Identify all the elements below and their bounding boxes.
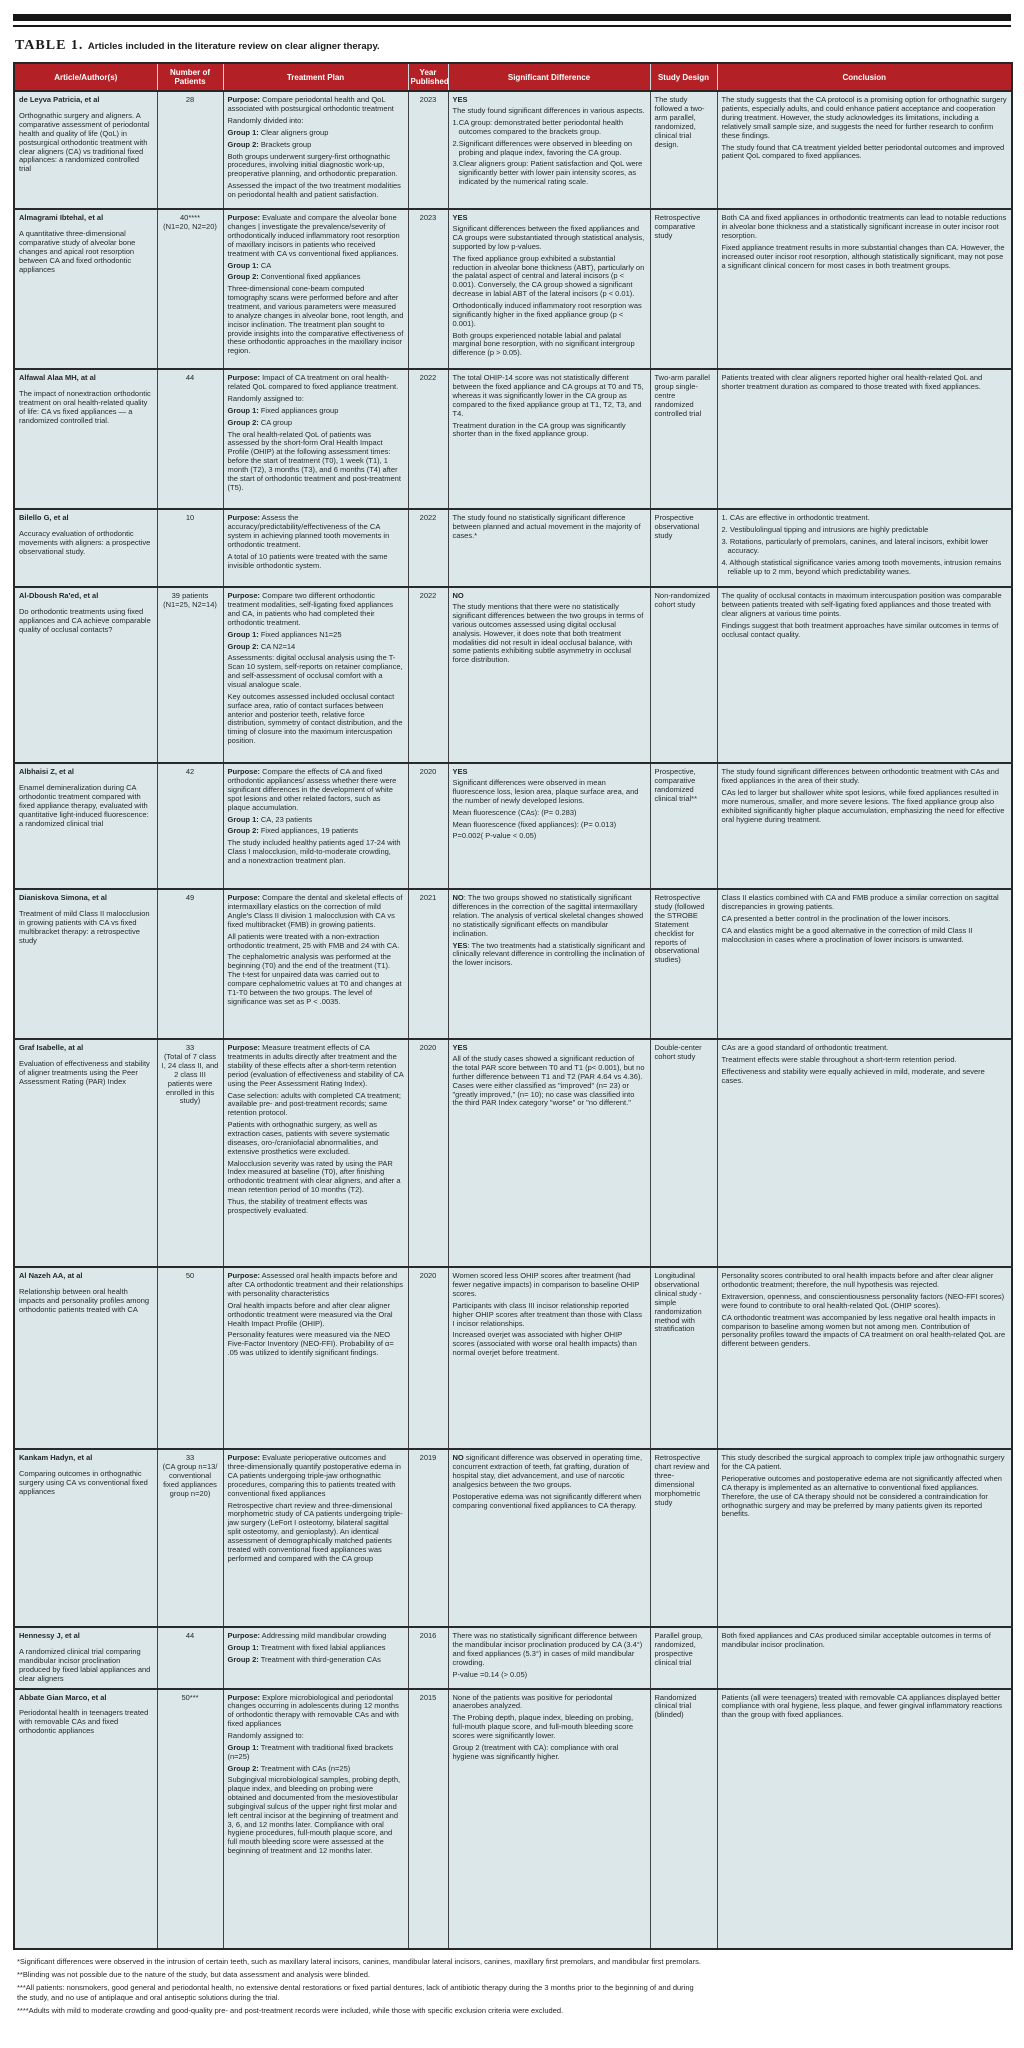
literature-review-table (13, 62, 1013, 1950)
article-title: Enamel demineralization during CA orthodontic treatment compared with fixed appliance therapy, evaluated with quantitative light-induced fluorescence: a randomized clinical trial (19, 783, 149, 828)
article-title: Orthognathic surgery and aligners. A comparative assessment of periodontal health and quality of life (QoL) in postsurgical orthodontic treatment with clear aligners (CA) vs traditional fixed appliances: a randomized controlled trial (19, 111, 150, 174)
cell-year-published: 2019 (408, 1449, 448, 1627)
paragraph: The cephalometric analysis was performed at the beginning (T0) and the end of the treatment (T1). The t-test for unpaired data was carried out to compare cephalometric values at T0 and changes at T1-T0 between the two groups. The level of significance was set as P < .0035. (227, 952, 402, 1006)
author-name: Bilello G, et al (19, 513, 69, 523)
cell-significant-difference (448, 509, 650, 587)
paragraph: Mean fluorescence (fixed appliances): (P= 0.013) (452, 819, 617, 829)
cell-treatment-plan (223, 889, 408, 1039)
paragraph: Treatment duration in the CA group was significantly shorter than in the fixed appliance group. (452, 420, 626, 439)
patients-line: 50 (185, 1271, 195, 1281)
paragraph: The study found significant differences between orthodontic treatment with CAs and fixed appliances in the area of their study. (721, 767, 1000, 786)
paragraph: The study found no statistically significant difference between planned and actual movement in the majority of cases.* (452, 513, 641, 541)
patients-line: (Total of 7 class I, 24 class II, and 2 class III patients were enrolled in this study) (161, 1052, 219, 1106)
cell-study-design (650, 1689, 717, 1949)
col-header-patients: Number of Patients (157, 63, 223, 91)
paragraph: 1. CAs are effective in orthodontic treatment. (721, 513, 870, 523)
paragraph: Findings suggest that both treatment approaches have similar outcomes in terms of occlusal contact quality. (721, 620, 999, 639)
cell-article-author (14, 91, 157, 209)
cell-year-published: 2020 (408, 763, 448, 889)
cell-number-of-patients (157, 587, 223, 763)
footnote: **Blinding was not possible due to the nature of the study, but data assessment and analysis were blinded. (17, 1969, 370, 1979)
cell-study-design (650, 1449, 717, 1627)
paragraph: Both groups underwent surgery-first orthognathic procedures, involving initial diagnostic work-up, preoperative planning, and orthodontic preparation. (227, 151, 398, 179)
paragraph: Class II elastics combined with CA and FMB produce a similar correction on sagittal discrepancies in growing patients. (721, 893, 999, 912)
paragraph: NO: The two groups showed no statistically significant differences in the correction of the sagittal intermaxillary relation. The analysis of vertical skeletal changes showed no statistically significant effects on mandibular inclination. (452, 893, 644, 938)
patients-line: 33 (185, 1043, 195, 1053)
paragraph: Purpose: Explore microbiological and periodontal changes occurring in adolescents during 12 months of orthodontic therapy with removable CAs and with fixed appliances (227, 1692, 399, 1729)
paragraph: CAs are a good standard of orthodontic treatment. (721, 1043, 889, 1053)
article-title: Treatment of mild Class II malocclusion in growing patients with CA vs fixed multibracket therapy: a retrospective study (19, 909, 150, 945)
patients-line: 50*** (181, 1692, 199, 1702)
table-row (14, 889, 1012, 1039)
paragraph: All patients were treated with a non-extraction orthodontic treatment, 25 with FMB and 24 with CA. (227, 931, 400, 950)
author-name: de Leyva Patricia, et al (19, 95, 100, 105)
paragraph: Purpose: Addressing mild mandibular crowding (227, 1631, 387, 1641)
cell-conclusion (717, 1039, 1012, 1267)
paragraph: The study suggests that the CA protocol is a promising option for orthognathic surgery patients, especially adults, and could enhance patient acceptance and cooperation during treatment. However, the study acknowledges its limitations, including a relatively small sample size, and suggests the need for further research to confirm these findings. (721, 95, 1007, 140)
table-row (14, 1449, 1012, 1627)
patients-line: 40**** (179, 213, 201, 223)
cell-number-of-patients (157, 1039, 223, 1267)
author-name: Al-Dboush Ra'ed, et al (19, 591, 99, 601)
paragraph: Assessed the impact of the two treatment modalities on periodontal health and patient satisfaction. (227, 181, 401, 199)
article-title: The impact of nonextraction orthodontic treatment on oral health-related quality of life: CA vs fixed appliances — a randomized controlled trial. (19, 389, 151, 425)
cell-year-published: 2022 (408, 369, 448, 509)
paragraph: CA presented a better control in the proclination of the lower incisors. (721, 914, 951, 924)
patients-line: 10 (185, 513, 195, 523)
footnote: ****Adults with mild to moderate crowding and good-quality pre- and post-treatment records were included, while those with specific exclusion criteria were excluded. (17, 2006, 564, 2016)
table-caption (13, 27, 1011, 62)
cell-study-design (650, 1627, 717, 1688)
cell-treatment-plan (223, 1689, 408, 1949)
paragraph: Postoperative edema was not significantly different when comparing conventional fixed appliances to CA therapy. (452, 1491, 642, 1510)
paragraph: Randomly divided into: (227, 116, 304, 126)
paragraph: Purpose: Assessed oral health impacts before and after CA orthodontic treatment and their relationships with personality characteristics (227, 1271, 404, 1299)
cell-article-author (14, 889, 157, 1039)
paragraph: YES (452, 767, 468, 777)
paragraph: The quality of occlusal contacts in maximum intercuspation position was comparable between patients treated with self-ligating fixed appliances and those treated with clear aligners at various time points. (721, 591, 1002, 619)
paragraph: YES (452, 1043, 468, 1053)
col-header-article: Article/Author(s) (14, 63, 157, 91)
cell-article-author (14, 1689, 157, 1949)
paragraph: 3. Rotations, particularly of premolars, canines, and lateral incisors, exhibit lower accuracy. (721, 537, 989, 555)
paragraph: Group 1: CA (227, 260, 272, 270)
paragraph: Retrospective comparative study (654, 213, 701, 241)
paragraph: Purpose: Measure treatment effects of CA treatments in adults directly after treatment and the stability of these effects after a short-term retention period (evaluation of effectiveness and stability of CA using the Peer Assessment Rating Index). (227, 1043, 404, 1088)
cell-conclusion (717, 1267, 1012, 1449)
cell-treatment-plan (223, 1627, 408, 1688)
cell-treatment-plan (223, 587, 408, 763)
cell-conclusion (717, 1627, 1012, 1688)
cell-treatment-plan (223, 1449, 408, 1627)
paragraph: Randomly assigned to: (227, 1730, 304, 1740)
paragraph: The oral health-related QoL of patients was assessed by the short-form Oral Health Impact Profile (OHIP) at the following assessment times: before the start of treatment (T0), 1 week (T1), 1 month (T2), 3 months (T3), and 6 months (T4) after the start of orthodontic treatment and post-treatment (T5). (227, 429, 401, 492)
paragraph: Purpose: Impact of CA treatment on oral health-related QoL compared to fixed appliance treatment. (227, 373, 399, 392)
cell-study-design (650, 1039, 717, 1267)
cell-conclusion (717, 209, 1012, 369)
cell-treatment-plan (223, 1039, 408, 1267)
table-row (14, 1627, 1012, 1688)
paragraph: Three-dimensional cone-beam computed tomography scans were performed before and after treatment, and various parameters were measured to analyze changes in alveolar bone, root length, and incisor inclination. The treatment plan sought to provide insights into the comparative effectiveness of these orthodontic approaches in the maxillary incisor region. (227, 284, 404, 356)
paragraph: Randomly assigned to: (227, 394, 304, 404)
paragraph: P=0.002( P-value < 0.05) (452, 831, 537, 841)
paragraph: Purpose: Compare the dental and skeletal effects of intermaxillary elastics on the correction of mild Angle's Class II division 1 malocclusion with CA vs fixed multibracket (FMB) in growing patients. (227, 893, 403, 929)
paragraph: Retrospective study (followed the STROBE Statement checklist for reports of observational studies) (654, 893, 705, 965)
table-label: TABLE 1. (15, 38, 84, 53)
author-name: Hennessy J, et al (19, 1631, 80, 1641)
article-title: A quantitative three-dimensional comparative study of alveolar bone changes and apical root resorption between CA and fixed orthodontic appliances (19, 229, 136, 274)
cell-number-of-patients (157, 1267, 223, 1449)
paragraph: Group 2: Conventional fixed appliances (227, 272, 361, 282)
paragraph: Longitudinal observational clinical study - simple randomization method with stratification (654, 1271, 702, 1334)
paragraph: Group 2: Treatment with CAs (n=25) (227, 1763, 351, 1773)
cell-significant-difference (448, 209, 650, 369)
author-name: Abbate Gian Marco, et al (19, 1692, 107, 1702)
paragraph: Treatment effects were stable throughout a short-term retention period. (721, 1055, 957, 1065)
paragraph: Extraversion, openness, and conscientiousness personality factors (NEO-FFI scores) were found to contribute to oral health-related QoL (OHIP scores). (721, 1292, 1005, 1310)
paragraph: Non-randomized cohort study (654, 591, 710, 610)
table-body (14, 91, 1012, 1948)
table-header-row (14, 63, 1012, 91)
cell-article-author (14, 209, 157, 369)
paragraph: Both CA and fixed appliances in orthodontic treatments can lead to notable reductions in alveolar bone thickness and a statistically significant increase in outer incisor root resorption. (721, 213, 1007, 241)
cell-significant-difference (448, 1039, 650, 1267)
cell-treatment-plan (223, 209, 408, 369)
col-header-treatment: Treatment Plan (223, 63, 408, 91)
paragraph: Fixed appliance treatment results in more substantial changes than CA. However, the increased outer incisor root resorption, although statistically significant, may not pose a significant clinical concern for most cases in both treatment groups. (721, 242, 1005, 270)
author-name: Albhaisi Z, et al (19, 767, 75, 777)
cell-conclusion (717, 1449, 1012, 1627)
paragraph: Retrospective chart review and three-dimensional morphometric study (654, 1453, 710, 1507)
table-row (14, 369, 1012, 509)
paragraph: Prospective observational study (654, 513, 700, 541)
cell-conclusion (717, 369, 1012, 509)
cell-article-author (14, 1267, 157, 1449)
cell-conclusion (717, 509, 1012, 587)
cell-year-published: 2022 (408, 509, 448, 587)
paragraph: Double-center cohort study (654, 1043, 702, 1062)
paragraph: Retrospective chart review and three-dimensional morphometric study of CA patients undergoing triple-jaw surgery (LeFort I osteotomy, bilateral sagittal split osteotomy, and genioplasty). An identical assessment of demographically matched patients treated with conventional fixed appliances was performed and compared with the CA group (227, 1500, 403, 1563)
paragraph: Randomized clinical trial (blinded) (654, 1692, 697, 1720)
paragraph: Patients with orthognathic surgery, as well as extraction cases, patients with severe systematic diseases, oro-/craniofacial abnormalities, and extensive prosthetics were excluded. (227, 1120, 390, 1156)
paragraph: The study mentions that there were no statistically significant differences between the two groups in terms of various outcomes assessed using digital occlusal analysis. However, it does note that both treatment modalities did not result in ideal occlusal balance, with some patients exhibiting subtle asymmetry in occlusal force distribution. (452, 602, 644, 665)
paragraph: Patients treated with clear aligners reported higher oral health-related QoL and shorter treatment duration as compared to those treated with fixed appliances. (721, 373, 983, 392)
paragraph: NO (452, 591, 464, 601)
paragraph: Parallel group, randomized, prospective clinical trial (654, 1631, 703, 1667)
cell-study-design (650, 209, 717, 369)
paragraph: 2. Vestibulolingual tipping and intrusions are highly predictable (721, 525, 929, 535)
cell-significant-difference (448, 91, 650, 209)
paragraph: Group 2: Fixed appliances, 19 patients (227, 826, 358, 836)
article-title: Relationship between oral health impacts and personality profiles among orthodontic patients treated with CA (19, 1287, 150, 1314)
paragraph: Purpose: Evaluate perioperative outcomes and three-dimensionally quantify postoperative edema in CA patients undergoing triple-jaw orthognathic procedures, comparing this to patients treated with conventional fixed appliances (227, 1453, 401, 1498)
table-row (14, 1689, 1012, 1949)
footnote: *Significant differences were observed in the intrusion of certain teeth, such as maxillary lateral incisors, canines, mandibular lateral incisors, canines, maxillary first premolars, and mandibular first premolars. (17, 1956, 701, 1966)
cell-year-published: 2020 (408, 1039, 448, 1267)
paragraph: Participants with class III incisor relationship reported higher OHIP scores after treatment than those with Class I incisor relationships. (452, 1300, 643, 1328)
paragraph: Group 1: Clear aligners group (227, 127, 329, 137)
paragraph: Group 2: CA N2=14 (227, 641, 296, 651)
paragraph: The total OHIP-14 score was not statistically different between the fixed appliance and CA groups at T0 and T5, whereas it was significantly lower in the CA group as compared to the fixed appliance group at T1, T2, T3, and T4. (452, 373, 644, 418)
col-header-design: Study Design (650, 63, 717, 91)
paragraph: Purpose: Compare the effects of CA and fixed orthodontic appliances/ assess whether there were significant differences in the development of white spot lesions and other related factors, such as plaque accumulation. (227, 767, 397, 812)
cell-year-published: 2020 (408, 1267, 448, 1449)
paragraph: This study described the surgical approach to complex triple jaw orthognathic surgery for the CA patient. (721, 1453, 1005, 1472)
cell-conclusion (717, 1689, 1012, 1949)
paragraph: Malocclusion severity was rated by using the PAR Index measured at baseline (T0), after finishing orthodontic treatment with clear aligners, and after a mean retention period of 10 months (T2). (227, 1158, 401, 1195)
paragraph: All of the study cases showed a significant reduction of the total PAR score between T0 and T1 (p< 0.001), but no further difference between T1 and T2 (PAR 4.64 vs 4.36). Cases were either classified as "improved" (n= 23) or "greatly improved," (n= 10); no case was classified into the third PAR Index category "worse" or "no different." (452, 1054, 645, 1108)
top-rule-thick (13, 14, 1011, 21)
patients-line: (CA group n=13/ conventional fixed appliances group n=20) (162, 1462, 218, 1498)
cell-study-design (650, 889, 717, 1039)
paragraph: Purpose: Compare two different orthodontic treatment modalities, self-ligating fixed appliances and CA, in patients who had completed their orthodontic treatment. (227, 591, 394, 627)
paragraph: Patients (all were teenagers) treated with removable CA appliances displayed better compliance with oral hygiene, less plaque, and fewer gingival inflammatory reactions than the group with fixed appliances. (721, 1692, 1003, 1720)
cell-treatment-plan (223, 509, 408, 587)
article-title: Periodontal health in teenagers treated with removable CAs and fixed orthodontic appliances (19, 1708, 149, 1736)
cell-article-author (14, 1627, 157, 1688)
cell-number-of-patients (157, 509, 223, 587)
article-title: Comparing outcomes in orthognathic surgery using CA vs conventional fixed appliances (19, 1469, 148, 1496)
paragraph: YES (452, 213, 468, 223)
cell-article-author (14, 763, 157, 889)
cell-study-design (650, 369, 717, 509)
paragraph: Purpose: Compare periodontal health and QoL associated with postsurgical orthodontic treatment (227, 95, 394, 114)
footnotes (13, 1950, 703, 2016)
patients-line: 44 (185, 373, 195, 383)
cell-study-design (650, 91, 717, 209)
paragraph: Group 2: Treatment with third-generation CAs (227, 1655, 381, 1665)
table-row (14, 587, 1012, 763)
paragraph: The Probing depth, plaque index, bleeding on probing, full-mouth plaque score, and full-mouth bleeding score scores were significantly lower. (452, 1713, 634, 1740)
paragraph: Effectiveness and stability were equally achieved in mild, moderate, and severe cases. (721, 1067, 985, 1085)
cell-significant-difference (448, 889, 650, 1039)
cell-number-of-patients (157, 889, 223, 1039)
paragraph: Group 2 (treatment with CA): compliance with oral hygiene was significantly higher. (452, 1742, 619, 1761)
paragraph: None of the patients was positive for periodontal anaerobes analyzed. (452, 1692, 613, 1711)
paragraph: Group 1: Fixed appliances group (227, 405, 339, 415)
paragraph: Mean fluorescence (CAs): (P= 0.283) (452, 807, 577, 817)
cell-treatment-plan (223, 91, 408, 209)
paragraph: Perioperative outcomes and postoperative edema are not significantly affected when CA therapy is implemented as an alternative to conventional fixed appliances. Therefore, the use of CA therapy should not be considered a contraindication for orthognathic surgery and may be preferred by many patients given its reported benefits. (721, 1474, 1002, 1519)
paragraph: Group 2: Brackets group (227, 139, 312, 149)
cell-year-published: 2023 (408, 209, 448, 369)
cell-year-published: 2022 (408, 587, 448, 763)
article-title: Accuracy evaluation of orthodontic movements with aligners: a prospective observational study. (19, 529, 151, 556)
table-row (14, 509, 1012, 587)
article-title: Do orthodontic treatments using fixed appliances and CA achieve comparable quality of occlusal contacts? (19, 607, 151, 634)
cell-year-published: 2023 (408, 91, 448, 209)
paragraph: Group 1: Treatment with traditional fixed brackets (n=25) (227, 1742, 393, 1761)
cell-article-author (14, 1449, 157, 1627)
cell-study-design (650, 509, 717, 587)
paragraph: YES (452, 95, 468, 105)
cell-significant-difference (448, 369, 650, 509)
author-name: Alfawal Alaa MH, at al (19, 373, 96, 383)
cell-treatment-plan (223, 763, 408, 889)
paragraph: Both fixed appliances and CAs produced similar acceptable outcomes in terms of mandibular incisor proclination. (721, 1631, 991, 1650)
cell-article-author (14, 587, 157, 763)
cell-conclusion (717, 889, 1012, 1039)
patients-line: 49 (185, 893, 195, 903)
patients-line: 28 (185, 95, 195, 105)
cell-year-published: 2015 (408, 1689, 448, 1949)
paragraph: Personality scores contributed to oral health impacts before and after clear aligner orthodontic treatment; therefore, the null hypothesis was rejected. (721, 1271, 994, 1290)
cell-article-author (14, 1039, 157, 1267)
cell-number-of-patients (157, 369, 223, 509)
author-name: Dianiskova Simona, et al (19, 893, 107, 903)
paragraph: 1.CA group: demonstrated better periodontal health outcomes compared to the brackets group. (452, 118, 624, 136)
paragraph: Oral health impacts before and after clear aligner orthodontic treatment were measured via the Oral Health Impact Profile (OHIP). (227, 1300, 393, 1328)
cell-study-design (650, 587, 717, 763)
paragraph: Increased overjet was associated with higher OHIP scores (associated with worse oral health impacts) than normal overjet before treatment. (452, 1330, 637, 1358)
paragraph: CA and elastics might be a good alternative in the correction of mild Class II malocclusion in cases where a proclination of lower incisors is unwanted. (721, 925, 973, 944)
paragraph: Group 1: CA, 23 patients (227, 814, 313, 824)
cell-significant-difference (448, 587, 650, 763)
cell-study-design (650, 763, 717, 889)
paragraph: NO significant difference was observed in operating time, concurrent extraction of teeth, fat grafting, duration of hospital stay, diet advancement, and use of narcotic analgesics between the two groups. (452, 1453, 643, 1489)
col-header-significant: Significant Difference (448, 63, 650, 91)
table-row (14, 91, 1012, 209)
paragraph: The study followed a two-arm parallel, randomized, clinical trial design. (654, 95, 705, 149)
cell-year-published: 2016 (408, 1627, 448, 1688)
paragraph: CAs led to larger but shallower white spot lesions, while fixed appliances resulted in more numerous, smaller, and more severe lesions. The fixed appliance group also exhibited significantly higher plaque accumulation, emphasizing the need for effective oral hygiene during treatment. (721, 788, 1005, 824)
table-row (14, 763, 1012, 889)
paragraph: 4. Although statistical significance varies among tooth movements, intrusion remains reliable up to 2 mm, beyond which predictability wanes. (721, 557, 1002, 576)
paragraph: Personality features were measured via the NEO Five-Factor Inventory (NEO-FFI). Probability of α= .05 was utilized to identify significant findings. (227, 1330, 394, 1358)
table-caption-text: Articles included in the literature review on clear aligner therapy. (87, 41, 380, 52)
paragraph: Group 1: Fixed appliances N1=25 (227, 629, 342, 639)
cell-study-design (650, 1267, 717, 1449)
paragraph: A total of 10 patients were treated with the same invisible orthodontic system. (227, 551, 388, 570)
patients-line: (N1=25, N2=14) (163, 600, 217, 610)
author-name: Kankam Hadyn, et al (19, 1453, 93, 1463)
patients-line: 39 patients (171, 591, 209, 601)
paragraph: Group 1: Treatment with fixed labial appliances (227, 1643, 386, 1653)
paragraph: Key outcomes assessed included occlusal contact surface area, ratio of contact surfaces between anterior and posterior teeth, relative force distribution, symmetry of contact distribution, and the timing of closure into the maximum intercuspation position. (227, 691, 403, 746)
paragraph: The study included healthy patients aged 17-24 with Class I malocclusion, mild-to-moderate crowding, and a nonextraction treatment plan. (227, 838, 401, 865)
cell-conclusion (717, 587, 1012, 763)
paragraph: Orthodontically induced inflammatory root resorption was significantly higher in the fixed appliance group (p < 0.001). (452, 300, 642, 328)
cell-significant-difference (448, 763, 650, 889)
paragraph: Subgingival microbiological samples, probing depth, plaque index, and bleeding on probing were obtained and documented from the mesiovestibular subgingival sulcus of the upper right first molar and left central incisor at the beginning of treatment and 3, 6, and 12 months later. Compliance with oral hygiene procedures, full-mouth plaque score, and full mouth bleeding score were assessed at the beginning of treatment and 12 months later. (227, 1775, 401, 1856)
paragraph: P-value =0.14 (> 0.05) (452, 1669, 528, 1679)
paragraph: There was no statistically significant difference between the mandibular incisor proclination produced by CA (3.4°) and fixed appliances (5.3°) in cases of mild mandibular crowding. (452, 1631, 643, 1667)
paragraph: Significant differences were observed in mean fluorescence loss, lesion area, plaque surface area, and the number of newly developed lesions. (452, 778, 639, 805)
cell-number-of-patients (157, 91, 223, 209)
patients-line: 42 (185, 767, 195, 777)
table-row (14, 1267, 1012, 1449)
patients-line: 44 (185, 1631, 195, 1641)
paragraph: 3.Clear aligners group: Patient satisfaction and QoL were significantly better with lower pain intensity scores, as indicated by the numerical rating scale. (452, 159, 643, 187)
cell-number-of-patients (157, 1627, 223, 1688)
author-name: Al Nazeh AA, at al (19, 1271, 83, 1281)
footnote: ***All patients: nonsmokers, good general and periodontal health, no extensive dental restorations or fixed partial dentures, lack of antibiotic therapy during the 3 months prior to the beginning of and during the study, and no use of antiplaque and oral antiseptic solutions during the trial. (17, 1983, 694, 2002)
paragraph: Both groups experienced notable labial and palatal marginal bone resorption, with no significant intergroup difference (p > 0.05). (452, 330, 635, 358)
paragraph: The fixed appliance group exhibited a substantial reduction in alveolar bone thickness (ABT), particularly on the palatal aspect of central and lateral incisors (p < 0.001). Conversely, the CA group showed a significant decrease in labial ABT of the lateral incisors (p < 0.01). (452, 253, 645, 299)
table-row (14, 1039, 1012, 1267)
cell-treatment-plan (223, 1267, 408, 1449)
article-title: Evaluation of effectiveness and stability of aligner treatments using the Peer Assessment Rating (PAR) Index (19, 1059, 150, 1086)
paragraph: Purpose: Evaluate and compare the alveolar bone changes | investigate the prevalence/severity of orthodontically induced inflammatory root resorption of maxillary incisors in patients who received treatment with CA vs conventional fixed appliances. (227, 213, 400, 258)
paragraph: Case selection: adults with completed CA treatment; available pre- and post-treatment records; same retention protocol. (227, 1090, 401, 1118)
col-header-conclusion: Conclusion (717, 63, 1012, 91)
patients-line: 33 (185, 1453, 195, 1463)
cell-number-of-patients (157, 1449, 223, 1627)
cell-significant-difference (448, 1449, 650, 1627)
paragraph: The study found that CA treatment yielded better periodontal outcomes and improved patient QoL compared to fixed appliances. (721, 142, 1005, 161)
author-name: Graf Isabelle, at al (19, 1043, 84, 1053)
paragraph: Purpose: Assess the accuracy/predictability/effectiveness of the CA system in achieving planned tooth movements in orthodontic treatment. (227, 513, 390, 549)
cell-number-of-patients (157, 209, 223, 369)
paragraph: Two-arm parallel group single-centre randomized controlled trial (654, 373, 710, 418)
cell-year-published: 2021 (408, 889, 448, 1039)
cell-significant-difference (448, 1627, 650, 1688)
paragraph: Assessments: digital occlusal analysis using the T-Scan 10 system, self-reports on retainer compliance, and self-assessment of occlusal comfort with a visual analogue scale. (227, 653, 403, 689)
cell-number-of-patients (157, 763, 223, 889)
paragraph: CA orthodontic treatment was accompanied by less negative oral health impacts in comparison to baseline among women but not among men. Contribution of personality profiles toward the impacts of CA treatment on oral health-related QoL are different between genders. (721, 1312, 1006, 1349)
table-row (14, 209, 1012, 369)
cell-conclusion (717, 91, 1012, 209)
col-header-year: Year Published (408, 63, 448, 91)
paragraph: Significant differences between the fixed appliances and CA groups were substantiated through statistical analysis, supported by low p-values. (452, 224, 645, 251)
paragraph: 2.Significant differences were observed in bleeding on probing and plaque index, favoring the CA group. (452, 138, 633, 157)
paragraph: Thus, the stability of treatment effects was prospectively evaluated. (227, 1196, 368, 1215)
paragraph: YES: The two treatments had a statistically significant and clinically relevant difference in controlling the inclination of the lower incisors. (452, 940, 645, 968)
author-name: Almagrami Ibtehal, et al (19, 213, 104, 223)
cell-number-of-patients (157, 1689, 223, 1949)
cell-article-author (14, 369, 157, 509)
paragraph: The study found significant differences in various aspects. (452, 106, 645, 116)
patients-line: (N1=20, N2=20) (163, 222, 217, 232)
paragraph: Prospective, comparative randomized clinical trial** (654, 767, 698, 803)
paragraph: Group 2: CA group (227, 417, 293, 427)
cell-conclusion (717, 763, 1012, 889)
cell-significant-difference (448, 1689, 650, 1949)
article-title: A randomized clinical trial comparing mandibular incisor proclination produced by fixed labial appliances and clear aligners (19, 1647, 151, 1683)
paragraph: Women scored less OHIP scores after treatment (had fewer negative impacts) in comparison to baseline OHIP scores. (452, 1271, 640, 1299)
cell-significant-difference (448, 1267, 650, 1449)
cell-article-author (14, 509, 157, 587)
cell-treatment-plan (223, 369, 408, 509)
